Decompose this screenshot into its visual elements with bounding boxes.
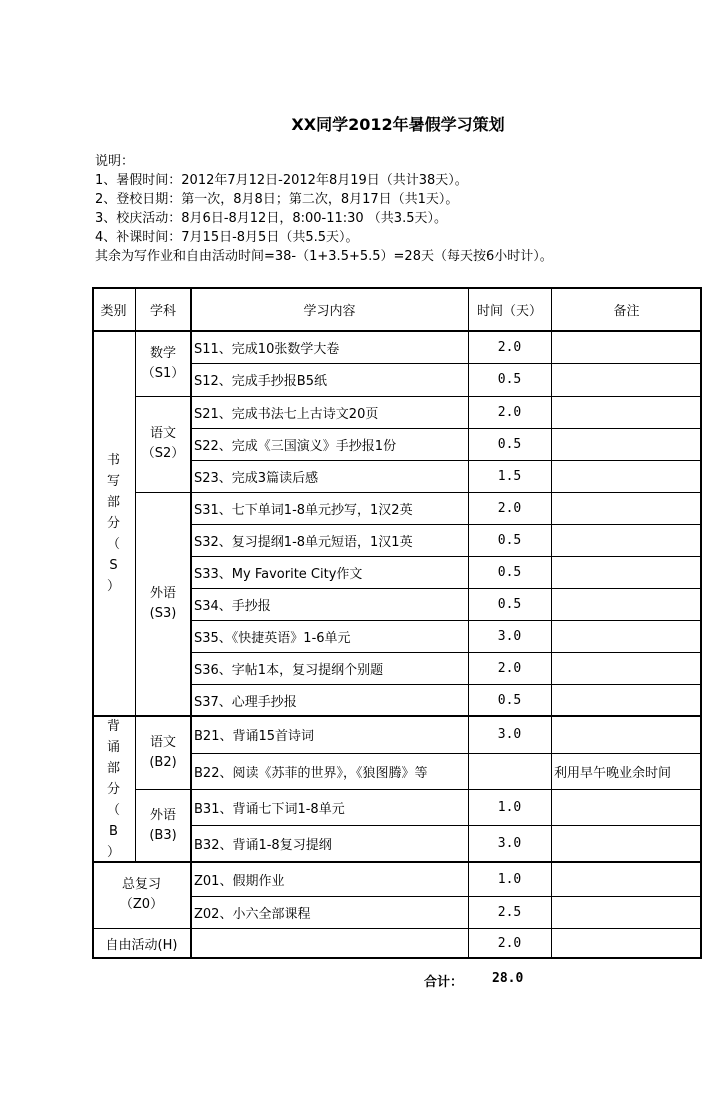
stack-char: 语文 bbox=[149, 734, 176, 750]
task-days: 1.0 bbox=[497, 799, 522, 815]
task-content: S34、手抄报 bbox=[194, 598, 271, 614]
task-days: 3.0 bbox=[497, 628, 522, 644]
task-days bbox=[468, 753, 551, 789]
stack-char: （S1） bbox=[141, 365, 185, 381]
stack-char: 部 bbox=[106, 760, 120, 776]
header-subject: 学科 bbox=[149, 303, 176, 319]
header-content: 学习内容 bbox=[303, 303, 356, 319]
stack-char: 书 bbox=[106, 453, 120, 468]
grid-line bbox=[135, 492, 702, 493]
task-remark bbox=[551, 789, 702, 825]
note-line: 3、校庆活动：8月6日-8月12日，8:00-11:30 （共3.5天）。 bbox=[95, 211, 447, 226]
header-remark: 备注 bbox=[613, 303, 640, 319]
note-line: 1、暑假时间：2012年7月12日-2012年8月19日（共计38天）。 bbox=[95, 173, 468, 188]
task-content: B31、背诵七下词1-8单元 bbox=[194, 801, 345, 817]
category-recitation bbox=[92, 716, 135, 862]
page-title: XX同学2012年暑假学习策划 bbox=[291, 115, 505, 134]
grid-line bbox=[191, 588, 702, 589]
stack-char: 外语 bbox=[149, 807, 176, 823]
section-divider bbox=[92, 861, 702, 863]
task-days: 1.0 bbox=[497, 871, 522, 887]
section-divider bbox=[92, 715, 702, 717]
header-divider bbox=[92, 330, 702, 332]
table-border-top bbox=[92, 287, 702, 289]
table-border-left bbox=[92, 287, 94, 959]
task-remark bbox=[551, 896, 702, 928]
notes-section bbox=[95, 152, 553, 266]
task-content: S22、完成《三国演义》手抄报1份 bbox=[194, 438, 397, 454]
stack-char: （ bbox=[106, 802, 120, 818]
task-remark bbox=[551, 825, 702, 862]
task-remark bbox=[551, 588, 702, 620]
task-days: 2.0 bbox=[497, 660, 522, 676]
task-days: 0.5 bbox=[497, 532, 522, 548]
task-remark bbox=[551, 492, 702, 524]
note-summary: 其余为写作业和自由活动时间=38-（1+3.5+5.5）=28天（每天按6小时计）。 bbox=[95, 249, 553, 264]
stack-char: （Z0） bbox=[119, 897, 164, 912]
task-content: Z01、假期作业 bbox=[194, 873, 285, 889]
header-category: 类别 bbox=[100, 303, 127, 319]
task-days: 1.5 bbox=[497, 468, 522, 484]
grid-line bbox=[191, 620, 702, 621]
task-days: 0.5 bbox=[497, 436, 522, 452]
stack-char: 背 bbox=[106, 718, 120, 734]
task-content: S37、心理手抄报 bbox=[194, 694, 297, 710]
task-remark: 利用早午晚业余时间 bbox=[554, 765, 672, 781]
task-remark bbox=[551, 396, 702, 428]
task-days: 0.5 bbox=[497, 596, 522, 612]
task-remark bbox=[551, 556, 702, 588]
stack-char: 写 bbox=[106, 474, 120, 489]
task-days: 2.0 bbox=[497, 500, 522, 516]
task-remark bbox=[551, 862, 702, 896]
grid-line bbox=[191, 684, 702, 685]
subject-b2 bbox=[135, 716, 191, 789]
task-days: 2.5 bbox=[497, 904, 522, 920]
task-content: S11、完成10张数学大卷 bbox=[194, 341, 340, 357]
notes-heading: 说明： bbox=[95, 154, 135, 169]
task-content: S35、《快捷英语》1-6单元 bbox=[194, 630, 351, 646]
task-remark bbox=[551, 363, 702, 396]
stack-char: 诵 bbox=[106, 739, 120, 755]
task-remark bbox=[551, 460, 702, 492]
table-border-bottom bbox=[92, 957, 702, 959]
task-remark bbox=[551, 928, 702, 959]
task-days: 3.0 bbox=[497, 727, 522, 742]
task-content: B32、背诵1-8复习提纲 bbox=[194, 838, 332, 853]
stack-char: S bbox=[109, 558, 118, 573]
task-remark bbox=[551, 652, 702, 684]
header-days: 时间（天） bbox=[476, 303, 542, 319]
category-review bbox=[92, 862, 191, 928]
table-border-right bbox=[700, 287, 702, 959]
stack-char: 数学 bbox=[149, 345, 176, 361]
task-content: S31、七下单词1-8单元抄写，1汉2英 bbox=[194, 502, 413, 518]
note-line: 4、补课时间：7月15日-8月5日（共5.5天）。 bbox=[95, 230, 359, 245]
task-content: S36、字帖1本，复习提纲个别题 bbox=[194, 662, 384, 678]
category-free: 自由活动(H) bbox=[105, 938, 178, 953]
task-days: 2.0 bbox=[497, 936, 522, 951]
grid-line bbox=[191, 460, 702, 461]
grid-line bbox=[92, 928, 702, 929]
grid-line bbox=[191, 428, 702, 429]
task-content bbox=[191, 928, 468, 959]
stack-char: 部 bbox=[106, 495, 120, 510]
grid-line bbox=[191, 556, 702, 557]
task-content: B22、阅读《苏菲的世界》，《狼图腾》等 bbox=[194, 765, 428, 781]
task-content: S32、复习提纲1-8单元短语，1汉1英 bbox=[194, 534, 413, 550]
task-remark bbox=[551, 331, 702, 363]
task-content: S33、My Favorite City作文 bbox=[194, 566, 363, 582]
stack-char: 总复习 bbox=[121, 877, 161, 892]
task-remark bbox=[551, 428, 702, 460]
grid-line bbox=[191, 753, 702, 754]
stack-char: （ bbox=[106, 537, 120, 552]
stack-char: 语文 bbox=[149, 426, 176, 441]
subject-s2 bbox=[135, 396, 191, 492]
grid-line bbox=[135, 789, 702, 790]
task-content: S12、完成手抄报B5纸 bbox=[194, 374, 327, 389]
total-value: 28.0 bbox=[492, 971, 524, 986]
task-remark bbox=[551, 716, 702, 753]
stack-char: (B3) bbox=[149, 827, 177, 843]
grid-line bbox=[468, 287, 469, 959]
task-days: 0.5 bbox=[497, 372, 522, 387]
note-line: 2、登校日期：第一次，8月8日；第二次，8月17日（共1天）。 bbox=[95, 192, 459, 207]
category-writing bbox=[92, 331, 135, 716]
grid-line bbox=[191, 896, 702, 897]
stack-char: （S2） bbox=[141, 446, 185, 461]
stack-char: ） bbox=[106, 844, 120, 860]
stack-char: B bbox=[109, 823, 118, 839]
task-content: S23、完成3篇读后感 bbox=[194, 470, 319, 486]
task-days: 3.0 bbox=[497, 836, 522, 851]
grid-line bbox=[191, 825, 702, 826]
subject-s3 bbox=[135, 492, 191, 716]
task-days: 0.5 bbox=[497, 692, 522, 708]
total-label: 合计： bbox=[424, 975, 464, 990]
stack-char: (S3) bbox=[149, 606, 177, 621]
task-remark bbox=[551, 684, 702, 716]
grid-line bbox=[135, 396, 702, 397]
stack-char: 分 bbox=[106, 516, 120, 531]
grid-line bbox=[191, 363, 702, 364]
study-plan-table bbox=[92, 287, 702, 959]
subject-b3 bbox=[135, 789, 191, 862]
task-remark bbox=[551, 524, 702, 556]
grid-line bbox=[135, 287, 136, 862]
task-days: 2.0 bbox=[497, 404, 522, 420]
grid-line bbox=[551, 287, 552, 959]
subject-s1 bbox=[135, 331, 191, 396]
grid-line bbox=[191, 524, 702, 525]
stack-char: ） bbox=[106, 579, 120, 594]
task-days: 0.5 bbox=[497, 564, 522, 580]
grid-line bbox=[191, 652, 702, 653]
task-content: Z02、小六全部课程 bbox=[194, 906, 311, 922]
task-remark bbox=[551, 620, 702, 652]
task-content: B21、背诵15首诗词 bbox=[194, 729, 315, 744]
stack-char: (B2) bbox=[149, 754, 177, 770]
stack-char: 分 bbox=[106, 781, 120, 797]
grid-line bbox=[190, 287, 192, 959]
task-days: 2.0 bbox=[497, 339, 522, 355]
stack-char: 外语 bbox=[149, 586, 176, 601]
task-content: S21、完成书法七上古诗文20页 bbox=[194, 406, 379, 422]
